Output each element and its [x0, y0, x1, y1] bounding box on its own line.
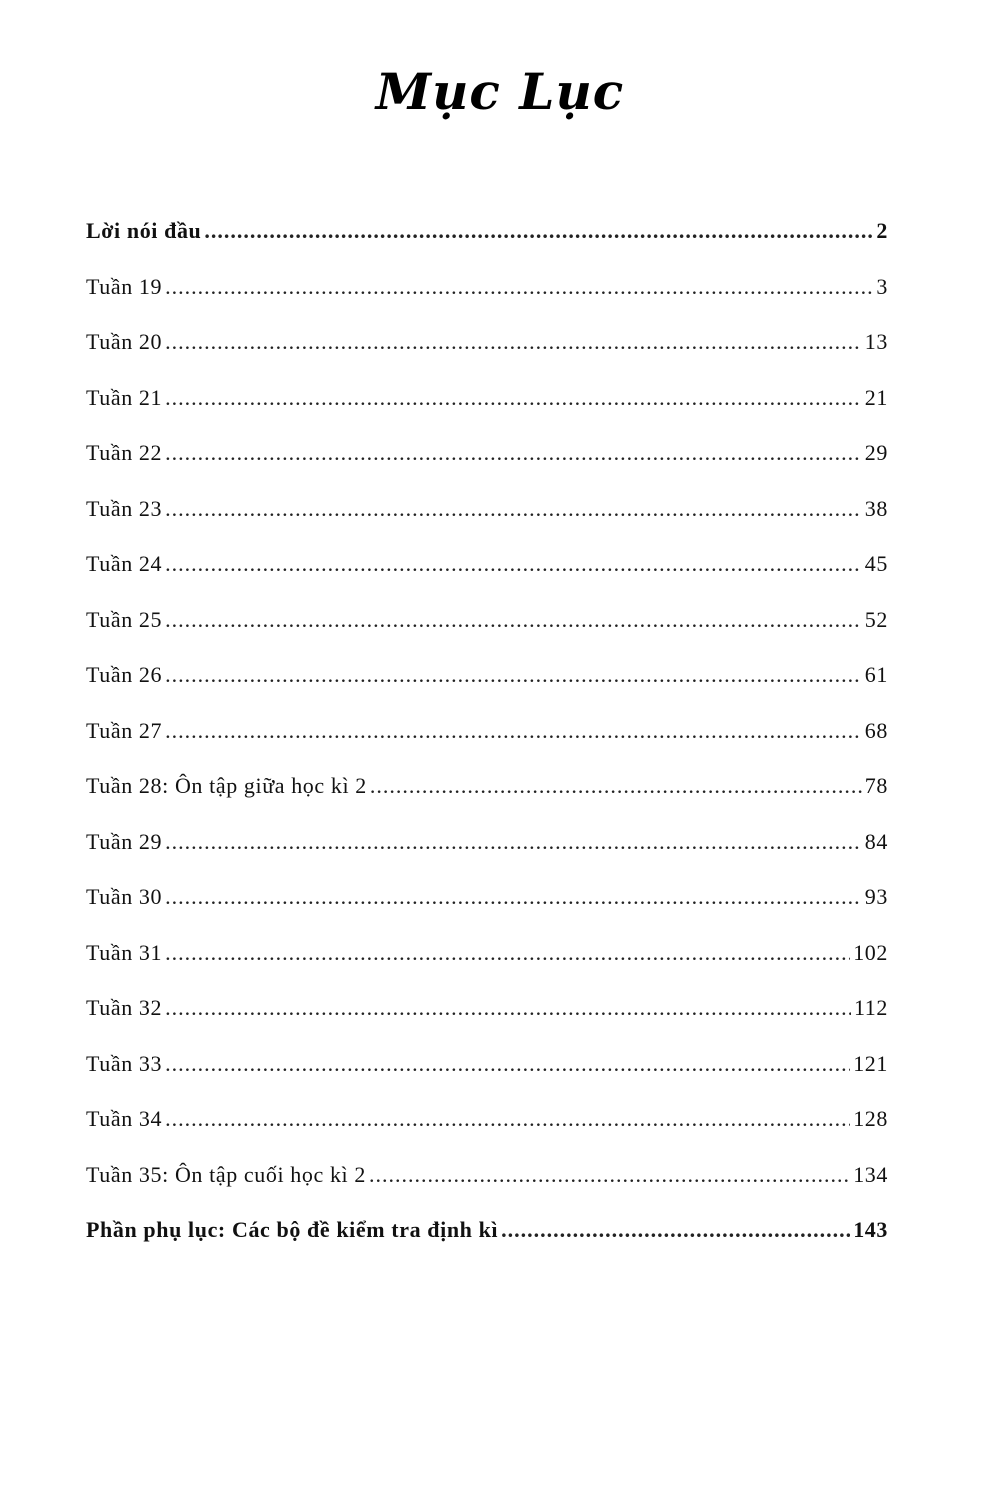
toc-dot-leader — [165, 718, 862, 744]
toc-entry — [86, 884, 888, 940]
toc-dot-leader — [165, 940, 850, 966]
toc-entry — [86, 551, 888, 607]
toc-entry-page: 128 — [853, 1106, 888, 1131]
toc-entry — [86, 440, 888, 496]
toc-entry-label: Tuần 35: Ôn tập cuối học kì 2 — [86, 1161, 366, 1187]
toc-entry-page: 21 — [864, 384, 888, 410]
toc-dot-leader — [165, 884, 862, 910]
toc-dot-leader — [204, 218, 873, 244]
toc-dot-leader — [369, 1162, 850, 1188]
toc-entry — [86, 329, 888, 385]
toc-dot-leader — [165, 1106, 850, 1132]
toc-entry-page: 3 — [876, 273, 888, 299]
toc-entry-label: Tuần 21 — [86, 384, 163, 410]
toc-entry-label: Tuần 23 — [86, 495, 163, 521]
toc-entry-label: Tuần 22 — [86, 440, 163, 465]
toc-entry-page: 61 — [864, 662, 888, 687]
toc-entry-label: Tuần 31 — [86, 939, 163, 965]
toc-entry — [86, 1106, 888, 1162]
toc-entry-page: 121 — [853, 1050, 888, 1076]
toc-entry-page: 112 — [854, 995, 888, 1020]
toc-entry — [86, 773, 888, 829]
toc-entry-page: 52 — [864, 606, 888, 632]
table-of-contents — [86, 218, 888, 1273]
toc-dot-leader — [165, 385, 862, 411]
toc-entry-page: 45 — [864, 551, 888, 576]
toc-dot-leader — [165, 607, 862, 633]
toc-entry-page: 13 — [864, 329, 888, 354]
toc-dot-leader — [370, 773, 862, 799]
toc-entry-label: Tuần 30 — [86, 884, 163, 909]
toc-entry — [86, 829, 888, 885]
toc-dot-leader — [165, 829, 862, 855]
toc-entry-label: Tuần 27 — [86, 717, 163, 743]
toc-entry-page: 134 — [853, 1161, 888, 1187]
toc-entry — [86, 995, 888, 1051]
toc-entry-label: Lời nói đầu — [86, 218, 202, 243]
toc-dot-leader — [165, 496, 862, 522]
toc-dot-leader — [165, 440, 862, 466]
toc-entry-label: Phần phụ lục: Các bộ đề kiểm tra định kì — [86, 1217, 499, 1242]
toc-entry-label: Tuần 33 — [86, 1050, 163, 1076]
toc-entry-label: Tuần 25 — [86, 606, 163, 632]
toc-entry — [86, 662, 888, 718]
toc-entry-label: Tuần 20 — [86, 329, 163, 354]
toc-entry — [86, 607, 888, 663]
toc-dot-leader — [165, 329, 862, 355]
toc-entry-page: 78 — [864, 773, 888, 798]
toc-entry — [86, 1162, 888, 1218]
toc-entry-label: Tuần 34 — [86, 1106, 163, 1131]
toc-entry — [86, 1051, 888, 1107]
toc-dot-leader — [165, 1051, 850, 1077]
toc-entry-page: 29 — [864, 440, 888, 465]
toc-dot-leader — [501, 1217, 850, 1243]
toc-entry-page: 38 — [864, 495, 888, 521]
page-title: Mục Lục — [375, 62, 625, 121]
toc-entry-label: Tuần 26 — [86, 662, 163, 687]
toc-entry-page: 93 — [864, 884, 888, 909]
toc-entry-page: 2 — [876, 218, 888, 243]
toc-entry-label: Tuần 19 — [86, 273, 163, 299]
toc-entry — [86, 718, 888, 774]
toc-entry-label: Tuần 32 — [86, 995, 163, 1020]
toc-dot-leader — [165, 551, 862, 577]
toc-entry-page: 143 — [853, 1217, 888, 1242]
toc-entry — [86, 940, 888, 996]
toc-entry-label: Tuần 24 — [86, 551, 163, 576]
toc-entry-label: Tuần 28: Ôn tập giữa học kì 2 — [86, 773, 367, 798]
toc-dot-leader — [165, 274, 873, 300]
toc-entry — [86, 218, 888, 274]
toc-entry — [86, 1217, 888, 1273]
toc-entry-page: 102 — [853, 939, 888, 965]
toc-entry-label: Tuần 29 — [86, 828, 163, 854]
toc-entry — [86, 496, 888, 552]
toc-entry — [86, 274, 888, 330]
toc-entry — [86, 385, 888, 441]
toc-dot-leader — [165, 662, 862, 688]
toc-dot-leader — [165, 995, 851, 1021]
toc-entry-page: 68 — [864, 717, 888, 743]
toc-entry-page: 84 — [864, 828, 888, 854]
